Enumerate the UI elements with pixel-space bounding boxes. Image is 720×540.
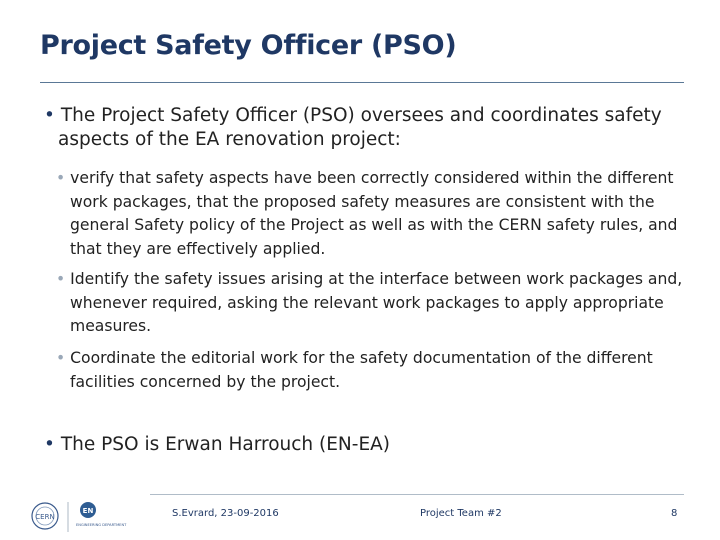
sub-bullet-verify <box>56 167 692 261</box>
bullet-dot-icon: • <box>44 105 55 126</box>
cern-logo-text: CERN <box>35 513 55 521</box>
footer-author-date: S.Evrard, 23-09-2016 <box>172 508 279 519</box>
bullet-text: The Project Safety Officer (PSO) oversees and coordinates safety aspects of the EA renovation project: <box>58 105 662 150</box>
cern-en-logo-icon <box>28 498 127 536</box>
bullet-pso-role <box>44 104 688 152</box>
footer-logos <box>28 498 127 536</box>
sub-bullet-dot-icon: • <box>56 270 66 288</box>
sub-bullet-dot-icon: • <box>56 169 66 187</box>
bullet-dot-icon: • <box>44 434 55 455</box>
title-divider <box>40 82 684 83</box>
en-logo-text: EN <box>82 507 94 515</box>
bullet-pso-name <box>44 433 688 457</box>
footer-divider <box>150 494 684 495</box>
sub-bullet-text: Coordinate the editorial work for the safety documentation of the different facilities concerned by the project. <box>70 349 653 391</box>
sub-bullet-dot-icon: • <box>56 349 66 367</box>
sub-bullet-text: Identify the safety issues arising at the interface between work packages and, whenever required, asking the relevant work packages to apply appropriate measures. <box>70 270 683 335</box>
page-number: 8 <box>671 508 678 519</box>
sub-bullet-coordinate <box>56 347 692 394</box>
sub-bullet-identify <box>56 268 692 339</box>
slide-title: Project Safety Officer (PSO) <box>40 30 457 61</box>
bullet-text: The PSO is Erwan Harrouch (EN-EA) <box>60 434 391 455</box>
footer-event: Project Team #2 <box>420 508 502 519</box>
sub-bullet-text: verify that safety aspects have been correctly considered within the different work packages, that the proposed safety measures are consistent with the general Safety policy of the Project as well as with the CERN safety rules, and that they are effectively applied. <box>70 169 678 258</box>
en-logo-caption: ENGINEERING DEPARTMENT <box>76 523 127 527</box>
